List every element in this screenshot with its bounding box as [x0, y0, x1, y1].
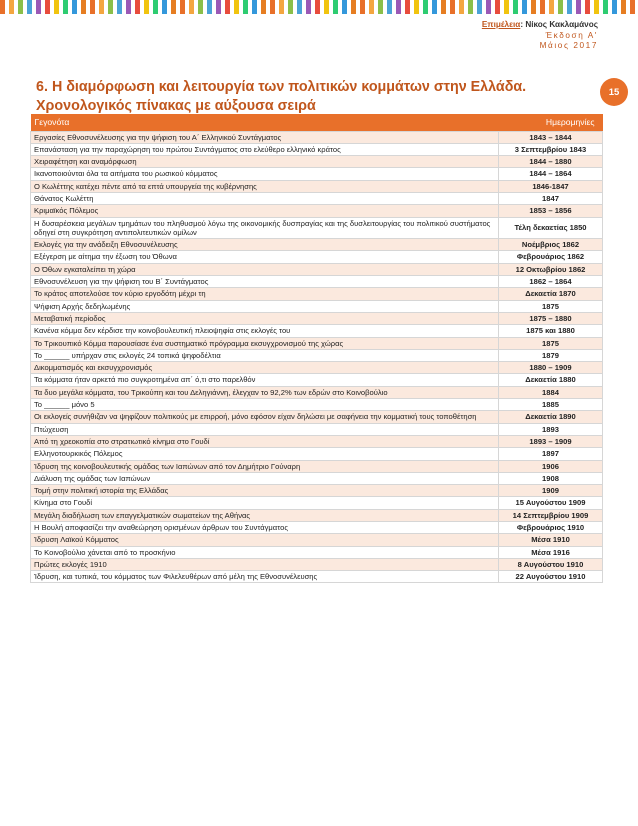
date-cell: 1844 – 1880: [499, 156, 603, 168]
table-row: [31, 288, 603, 300]
page-number-badge: 15: [600, 78, 628, 106]
date-cell: 1908: [499, 472, 603, 484]
decorative-stripe: [585, 0, 590, 14]
decorative-stripe: [36, 0, 41, 14]
decorative-stripe: [549, 0, 554, 14]
table-row: [31, 374, 603, 386]
page-title: [36, 78, 596, 116]
decorative-stripe: [135, 0, 140, 14]
decorative-stripe: [162, 0, 167, 14]
table-row: [31, 217, 603, 239]
decorative-stripe: [225, 0, 230, 14]
event-cell: Διάλυση της ομάδας των Ιαπώνων: [31, 472, 499, 484]
date-cell: 1844 – 1864: [499, 168, 603, 180]
decorative-stripe: [216, 0, 221, 14]
date-cell: 1893: [499, 423, 603, 435]
decorative-stripe: [378, 0, 383, 14]
decorative-stripe: [405, 0, 410, 14]
decorative-stripe: [333, 0, 338, 14]
date-cell: Δεκαετία 1870: [499, 288, 603, 300]
table-row: [31, 300, 603, 312]
editor-line: [482, 20, 598, 31]
event-cell: Το ______ υπήρχαν στις εκλογές 24 τοπικά ψηφοδέλτια: [31, 349, 499, 361]
decorative-stripe: [513, 0, 518, 14]
date-cell: Μέσα 1910: [499, 534, 603, 546]
decorative-stripe: [306, 0, 311, 14]
event-cell: Τα κόμματα ήταν αρκετά πιο συγκροτημένα απ΄ ό,τι στο παρελθόν: [31, 374, 499, 386]
editor-label: Επιμέλεια: [481, 20, 521, 29]
event-cell: Από τη χρεοκοπία στο στρατιωτικό κίνημα στο Γουδί: [31, 435, 499, 447]
event-cell: Το ______ μόνο 5: [31, 399, 499, 411]
event-cell: Κριμαϊκός Πόλεμος: [31, 205, 499, 217]
decorative-color-stripes: [0, 0, 638, 14]
decorative-stripe: [531, 0, 536, 14]
table-row: [31, 509, 603, 521]
decorative-stripe: [567, 0, 572, 14]
table-header-row: [31, 114, 603, 131]
event-cell: Μεταβατική περίοδος: [31, 312, 499, 324]
date-cell: 1879: [499, 349, 603, 361]
event-cell: Ίδρυση, και τυπικά, του κόμματος των Φιλελευθέρων από μέλη της Εθνοσυνέλευσης: [31, 571, 499, 583]
event-cell: Πρώτες εκλογές 1910: [31, 558, 499, 570]
table-row: [31, 546, 603, 558]
decorative-stripe: [207, 0, 212, 14]
decorative-stripe: [315, 0, 320, 14]
decorative-stripe: [495, 0, 500, 14]
timeline-table: [30, 114, 603, 583]
decorative-stripe: [81, 0, 86, 14]
date-cell: Δεκαετία 1880: [499, 374, 603, 386]
decorative-stripe: [9, 0, 14, 14]
event-cell: Ελληνοτουρκικός Πόλεμος: [31, 448, 499, 460]
date-cell: 1909: [499, 485, 603, 497]
decorative-stripe: [603, 0, 608, 14]
decorative-stripe: [594, 0, 599, 14]
decorative-stripe: [396, 0, 401, 14]
table-row: [31, 386, 603, 398]
date-cell: 8 Αυγούστου 1910: [499, 558, 603, 570]
decorative-stripe: [459, 0, 464, 14]
edition: Έκδοση Α': [545, 30, 598, 40]
table-row: [31, 497, 603, 509]
date-cell: 1853 – 1856: [499, 205, 603, 217]
decorative-stripe: [45, 0, 50, 14]
table-row: [31, 571, 603, 583]
date-cell: Νοέμβριος 1862: [499, 239, 603, 251]
date-cell: 14 Σεπτεμβρίου 1909: [499, 509, 603, 521]
decorative-stripe: [351, 0, 356, 14]
date-cell: 15 Αυγούστου 1909: [499, 497, 603, 509]
date-cell: 1875: [499, 300, 603, 312]
decorative-stripe: [54, 0, 59, 14]
event-cell: Θάνατος Κωλέττη: [31, 192, 499, 204]
event-cell: Ίδρυση της κοινοβουλευτικής ομάδας των Ιαπώνων από τον Δημήτριο Γούναρη: [31, 460, 499, 472]
table-row: [31, 349, 603, 361]
table-row: [31, 168, 603, 180]
event-cell: Ικανοποιούνται όλα τα αιτήματα του ρωσικού κόμματος: [31, 168, 499, 180]
decorative-stripe: [198, 0, 203, 14]
decorative-stripe: [243, 0, 248, 14]
section-number: 6.: [36, 79, 48, 95]
date-cell: 1897: [499, 448, 603, 460]
table-row: [31, 337, 603, 349]
decorative-stripe: [0, 0, 5, 14]
table-row: [31, 276, 603, 288]
event-cell: Πτώχευση: [31, 423, 499, 435]
decorative-stripe: [342, 0, 347, 14]
table-row: [31, 325, 603, 337]
event-cell: Ψήφιση Αρχής δεδηλωμένης: [31, 300, 499, 312]
date-cell: 1875 – 1880: [499, 312, 603, 324]
decorative-stripe: [144, 0, 149, 14]
table-row: [31, 251, 603, 263]
decorative-stripe: [63, 0, 68, 14]
table-row: [31, 131, 603, 143]
decorative-stripe: [180, 0, 185, 14]
table-row: [31, 312, 603, 324]
date-cell: 1875: [499, 337, 603, 349]
edition-date: Μάιος 2017: [539, 41, 598, 50]
event-cell: Τομή στην πολιτική ιστορία της Ελλάδας: [31, 485, 499, 497]
decorative-stripe: [387, 0, 392, 14]
decorative-stripe: [522, 0, 527, 14]
decorative-stripe: [270, 0, 275, 14]
table-row: [31, 239, 603, 251]
decorative-stripe: [90, 0, 95, 14]
table-row: [31, 156, 603, 168]
event-cell: Χειραφέτηση και αναμόρφωση: [31, 156, 499, 168]
date-cell: 1847: [499, 192, 603, 204]
decorative-stripe: [126, 0, 131, 14]
table-row: [31, 448, 603, 460]
date-cell: 1875 και 1880: [499, 325, 603, 337]
event-cell: Κίνημα στο Γουδί: [31, 497, 499, 509]
decorative-stripe: [234, 0, 239, 14]
event-cell: Ο Όθων εγκαταλείπει τη χώρα: [31, 263, 499, 275]
date-cell: 1906: [499, 460, 603, 472]
date-cell: 3 Σεπτεμβρίου 1843: [499, 143, 603, 155]
title-text: Η διαμόρφωση και λειτουργία των πολιτικών κομμάτων στην Ελλάδα. Χρονολογικός πίνακας με αύξουσα σειρά: [36, 79, 527, 114]
table-row: [31, 522, 603, 534]
event-cell: Ίδρυση Λαϊκού Κόμματος: [31, 534, 499, 546]
decorative-stripe: [630, 0, 635, 14]
table-body: [31, 131, 603, 583]
table-row: [31, 435, 603, 447]
decorative-stripe: [621, 0, 626, 14]
table-row: [31, 399, 603, 411]
event-cell: Μεγάλη διαδήλωση των επαγγελματικών σωματείων της Αθήνας: [31, 509, 499, 521]
event-cell: Τα δυο μεγάλα κόμματα, του Τρικούπη και του Δεληγιάννη, έλεγχαν το 92,2% των εδρών στο Κοινοβούλιο: [31, 386, 499, 398]
event-cell: Ο Κωλέττης κατέχει πέντε από τα επτά υπουργεία της κυβέρνησης: [31, 180, 499, 192]
date-cell: 1885: [499, 399, 603, 411]
event-cell: Δικομματισμός και εκσυγχρονισμός: [31, 362, 499, 374]
date-cell: 1893 – 1909: [499, 435, 603, 447]
decorative-stripe: [504, 0, 509, 14]
decorative-stripe: [414, 0, 419, 14]
decorative-stripe: [486, 0, 491, 14]
table-row: [31, 263, 603, 275]
event-cell: Η Βουλή αποφασίζει την αναθεώρηση ορισμένων άρθρων του Συντάγματος: [31, 522, 499, 534]
decorative-stripe: [576, 0, 581, 14]
event-cell: Εκλογές για την ανάδειξη Εθνοσυνέλευσης: [31, 239, 499, 251]
table-row: [31, 485, 603, 497]
table-row: [31, 558, 603, 570]
table-row: [31, 205, 603, 217]
decorative-stripe: [99, 0, 104, 14]
decorative-stripe: [450, 0, 455, 14]
date-cell: 1843 – 1844: [499, 131, 603, 143]
event-cell: Εξέγερση με αίτημα την έξωση του Όθωνα: [31, 251, 499, 263]
decorative-stripe: [441, 0, 446, 14]
table-row: [31, 362, 603, 374]
decorative-stripe: [558, 0, 563, 14]
decorative-stripe: [108, 0, 113, 14]
decorative-stripe: [18, 0, 23, 14]
table-row: [31, 143, 603, 155]
decorative-stripe: [117, 0, 122, 14]
date-cell: Τέλη δεκαετίας 1850: [499, 217, 603, 239]
event-cell: Το κράτος αποτελούσε τον κύριο εργοδότη μέχρι τη: [31, 288, 499, 300]
event-cell: Η δυσαρέσκεια μεγάλων τμημάτων του πληθυσμού λόγω της οικονομικής δυσπραγίας και της δυσλειτουργίας του πολιτικού συστήματος οδηγεί στη συγκρότηση αντιπολιτευτικών ομίλων: [31, 217, 499, 239]
date-cell: Φεβρουάριος 1862: [499, 251, 603, 263]
decorative-stripe: [477, 0, 482, 14]
decorative-stripe: [189, 0, 194, 14]
decorative-stripe: [171, 0, 176, 14]
date-cell: Δεκαετία 1890: [499, 411, 603, 423]
decorative-stripe: [261, 0, 266, 14]
table-row: [31, 534, 603, 546]
event-cell: Το Κοινοβούλιο χάνεται από το προσκήνιο: [31, 546, 499, 558]
event-cell: Οι εκλογείς συνήθιζαν να ψηφίζουν πολιτικούς με επιρροή, μόνο εφόσον είχαν δηλώσει με σαφήνεια την κομματική τους τοποθέτηση: [31, 411, 499, 423]
date-cell: Μέσα 1916: [499, 546, 603, 558]
decorative-stripe: [72, 0, 77, 14]
decorative-stripe: [360, 0, 365, 14]
table-row: [31, 472, 603, 484]
table-row: [31, 180, 603, 192]
decorative-stripe: [27, 0, 32, 14]
decorative-stripe: [252, 0, 257, 14]
decorative-stripe: [297, 0, 302, 14]
decorative-stripe: [540, 0, 545, 14]
table-row: [31, 423, 603, 435]
event-cell: Εργασίες Εθνοσυνέλευσης για την ψήφιση του Α΄ Ελληνικού Συντάγματος: [31, 131, 499, 143]
decorative-stripe: [369, 0, 374, 14]
table-row: [31, 192, 603, 204]
event-cell: Εθνοσυνέλευση για την ψήφιση του Β΄ Συντάγματος: [31, 276, 499, 288]
event-cell: Επανάσταση για την παραχώρηση του πρώτου Συντάγματος στο ελεύθερο ελληνικό κράτος: [31, 143, 499, 155]
header-info: [482, 20, 598, 52]
decorative-stripe: [612, 0, 617, 14]
table-row: [31, 460, 603, 472]
date-cell: Φεβρουάριος 1910: [499, 522, 603, 534]
decorative-stripe: [279, 0, 284, 14]
date-cell: 1862 – 1864: [499, 276, 603, 288]
column-header-events: Γεγονότα: [31, 114, 499, 131]
date-cell: 1880 – 1909: [499, 362, 603, 374]
decorative-stripe: [324, 0, 329, 14]
event-cell: Το Τρικουπικό Κόμμα παρουσίασε ένα συστηματικό πρόγραμμα εκσυγχρονισμού της χώρας: [31, 337, 499, 349]
date-cell: 1884: [499, 386, 603, 398]
table-row: [31, 411, 603, 423]
editor-name: : Νίκος Κακλαμάνος: [520, 20, 598, 29]
decorative-stripe: [288, 0, 293, 14]
decorative-stripe: [153, 0, 158, 14]
date-cell: 12 Οκτωβρίου 1862: [499, 263, 603, 275]
decorative-stripe: [432, 0, 437, 14]
date-cell: 1846-1847: [499, 180, 603, 192]
event-cell: Κανένα κόμμα δεν κέρδισε την κοινοβουλευτική πλειοψηφία στις εκλογές του: [31, 325, 499, 337]
column-header-dates: Ημερομηνίες: [499, 114, 603, 131]
decorative-stripe: [423, 0, 428, 14]
date-cell: 22 Αυγούστου 1910: [499, 571, 603, 583]
decorative-stripe: [468, 0, 473, 14]
